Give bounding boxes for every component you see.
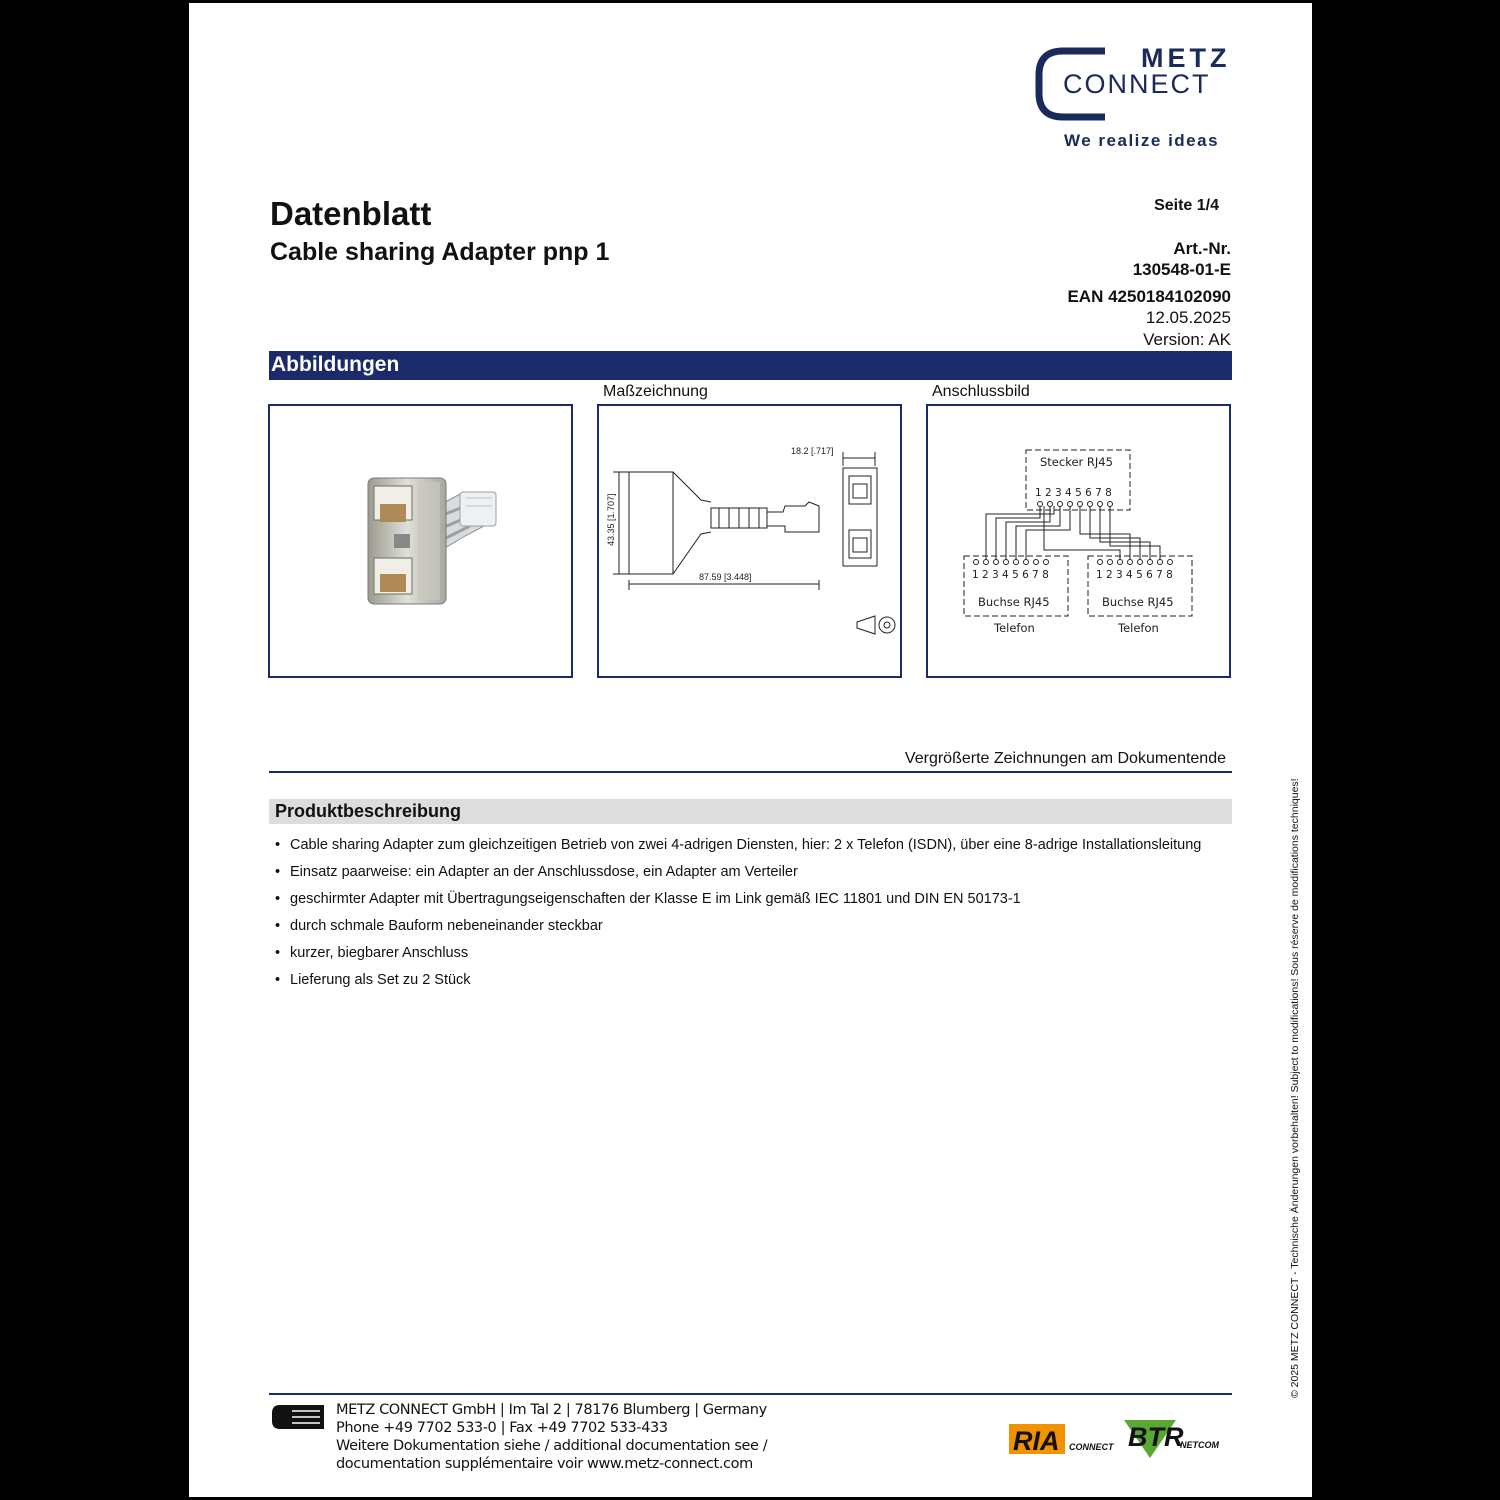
product-photo-frame [268,404,573,678]
divider [269,771,1232,773]
socket-2-pin-numbers: 1 2 3 4 5 6 7 8 [1096,569,1173,581]
section-title: Produktbeschreibung [275,801,462,821]
ria-connect-logo-icon [1009,1420,1121,1456]
document-date: 12.05.2025 [1145,308,1231,327]
svg-text:RIA: RIA [1013,1426,1060,1456]
svg-text:CONNECT: CONNECT [1069,1442,1114,1452]
document-version: Version: AK [1143,330,1231,349]
copyright-notice: © 2025 METZ CONNECT - Technische Änderungen vorbehalten! Subject to modifications! Sous réserve de modifications techniques! [1289,778,1301,1398]
dimension-drawing-caption: Maßzeichnung [603,383,708,400]
footer-divider [269,1393,1232,1395]
dimension-height: 43.35 [1.707] [606,493,616,546]
list-item: • kurzer, biegbarer Anschluss [275,944,1201,971]
docs-line-1: Weitere Dokumentation siehe / additional documentation see / [336,1438,768,1454]
section-header-illustrations [269,351,1232,380]
brand-connect: CONNECT [1063,69,1211,99]
enlarged-drawings-note: Vergrößerte Zeichnungen am Dokumentende [904,750,1226,767]
btr-netcom-logo-icon [1124,1418,1234,1458]
wiring-diagram-caption: Anschlussbild [932,383,1030,400]
dimension-drawing [599,406,900,676]
socket-2-label: Buchse RJ45 [1102,595,1174,609]
dimension-width: 18.2 [.717] [791,446,834,456]
docs-line-2: documentation supplémentaire voir www.metz-connect.com [336,1456,753,1472]
plug-label: Stecker RJ45 [1040,455,1113,469]
svg-text:BTR: BTR [1128,1422,1184,1452]
adapter-photo [270,406,571,676]
section-title: Abbildungen [271,353,400,376]
service-1-label: Telefon [994,621,1035,635]
article-number: 130548-01-E [1132,260,1231,279]
wiring-diagram-frame [926,404,1231,678]
brand-tagline: We realize ideas [1064,131,1220,150]
brand-metz: METZ [1141,43,1231,73]
service-2-label: Telefon [1118,621,1159,635]
footer-contact [336,1401,767,1473]
page-number: Seite 1/4 [1154,197,1219,214]
ean-code: EAN 4250184102090 [1067,287,1231,306]
dimension-drawing-frame [597,404,902,678]
list-item: • durch schmale Bauform nebeneinander steckbar [275,917,1201,944]
wiring-diagram [928,406,1229,676]
company-phone: Phone +49 7702 533-0 | Fax +49 7702 533-433 [336,1420,668,1436]
socket-1-pin-numbers: 1 2 3 4 5 6 7 8 [972,569,1049,581]
list-item: • Lieferung als Set zu 2 Stück [275,971,1201,998]
article-number-label: Art.-Nr. [1173,239,1231,258]
section-header-description [269,799,1232,824]
document-title: Datenblatt [270,195,432,232]
list-item: • Einsatz paarweise: ein Adapter an der Anschlussdose, ein Adapter am Verteiler [275,863,1201,890]
datasheet-page [189,3,1312,1497]
list-item: • Cable sharing Adapter zum gleichzeitigen Betrieb von zwei 4-adrigen Diensten, hier: 2 x Telefon (ISDN), über eine 8-adrige Installationsleitung [275,836,1201,863]
socket-1-label: Buchse RJ45 [978,595,1050,609]
metz-connect-small-logo-icon [270,1403,324,1431]
description-list [275,836,1201,998]
company-address: METZ CONNECT GmbH | Im Tal 2 | 78176 Blumberg | Germany [336,1402,767,1418]
product-name: Cable sharing Adapter pnp 1 [270,238,610,266]
plug-pin-numbers: 1 2 3 4 5 6 7 8 [1035,487,1112,499]
dimension-length: 87.59 [3.448] [699,572,752,582]
list-item: • geschirmter Adapter mit Übertragungseigenschaften der Klasse E im Link gemäß IEC 11801 und DIN EN 50173-1 [275,890,1201,917]
svg-text:NETCOM: NETCOM [1180,1440,1219,1450]
